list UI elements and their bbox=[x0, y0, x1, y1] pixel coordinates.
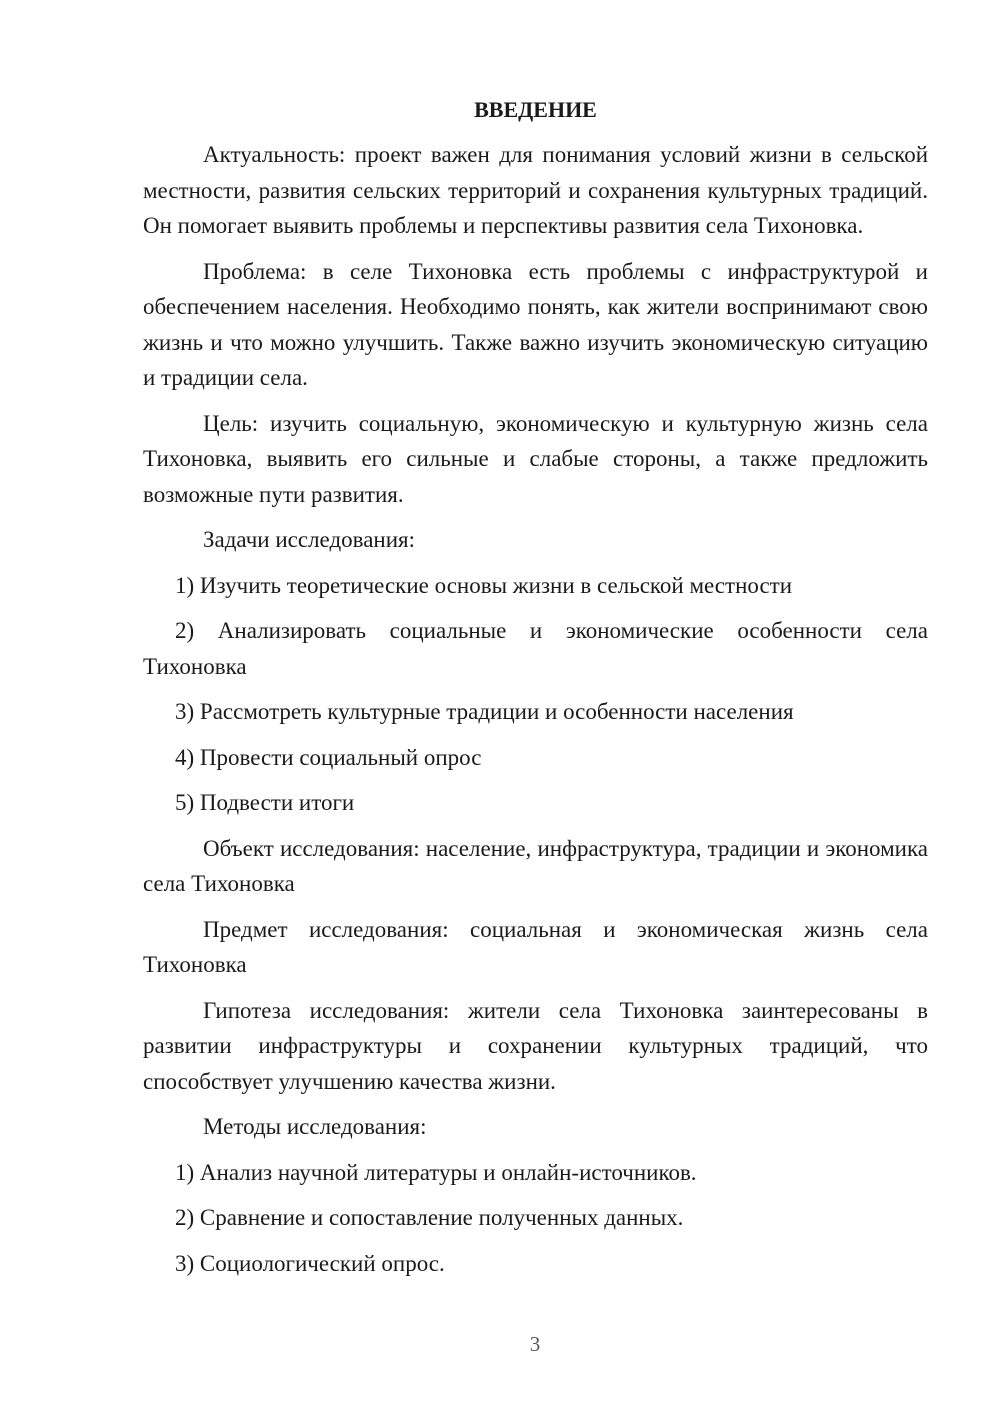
page-title: ВВЕДЕНИЕ bbox=[474, 97, 597, 122]
hypothesis-paragraph: Гипотеза исследования: жители села Тихоновка заинтересованы в развитии инфраструктуры и сохранении культурных традиций, что способствует улучшению качества жизни. bbox=[143, 997, 928, 1094]
problem-paragraph: Проблема: в селе Тихоновка есть проблемы с инфраструктурой и обеспечением населения. Необходимо понять, как жители воспринимают свою жизнь и что можно улучшить. Также важно изучить экономическую ситуацию и традиции села. bbox=[143, 258, 928, 390]
goal-paragraph: Цель: изучить социальную, экономическую и культурную жизнь села Тихоновка, выявить его сильные и слабые стороны, а также предложить возможные пути развития. bbox=[143, 410, 928, 507]
tasks-heading: Задачи исследования: bbox=[203, 527, 416, 552]
task-item: 5) Подвести итоги bbox=[175, 790, 355, 815]
method-item: 1) Анализ научной литературы и онлайн-источников. bbox=[175, 1159, 697, 1185]
relevance-paragraph: Актуальность: проект важен для понимания условий жизни в сельской местности, развития сельских территорий и сохранения культурных традиций. Он помогает выявить проблемы и перспективы развития села Тихоновка. bbox=[143, 142, 928, 238]
subject-paragraph: Предмет исследования: социальная и экономическая жизнь села Тихоновка bbox=[143, 916, 928, 977]
method-item: 3) Социологический опрос. bbox=[175, 1250, 445, 1276]
document-page bbox=[143, 92, 928, 1291]
method-item: 2) Сравнение и сопоставление полученных данных. bbox=[175, 1205, 684, 1230]
task-item: 3) Рассмотреть культурные традиции и особенности населения bbox=[175, 699, 794, 724]
page-number: 3 bbox=[529, 1332, 541, 1356]
task-item: 4) Провести социальный опрос bbox=[175, 744, 482, 770]
object-paragraph: Объект исследования: население, инфраструктура, традиции и экономика села Тихоновка bbox=[143, 835, 928, 896]
task-item: 1) Изучить теоретические основы жизни в сельской местности bbox=[175, 572, 793, 598]
task-item: 2) Анализировать социальные и экономические особенности села Тихоновка bbox=[143, 618, 928, 679]
methods-heading: Методы исследования: bbox=[203, 1114, 427, 1139]
